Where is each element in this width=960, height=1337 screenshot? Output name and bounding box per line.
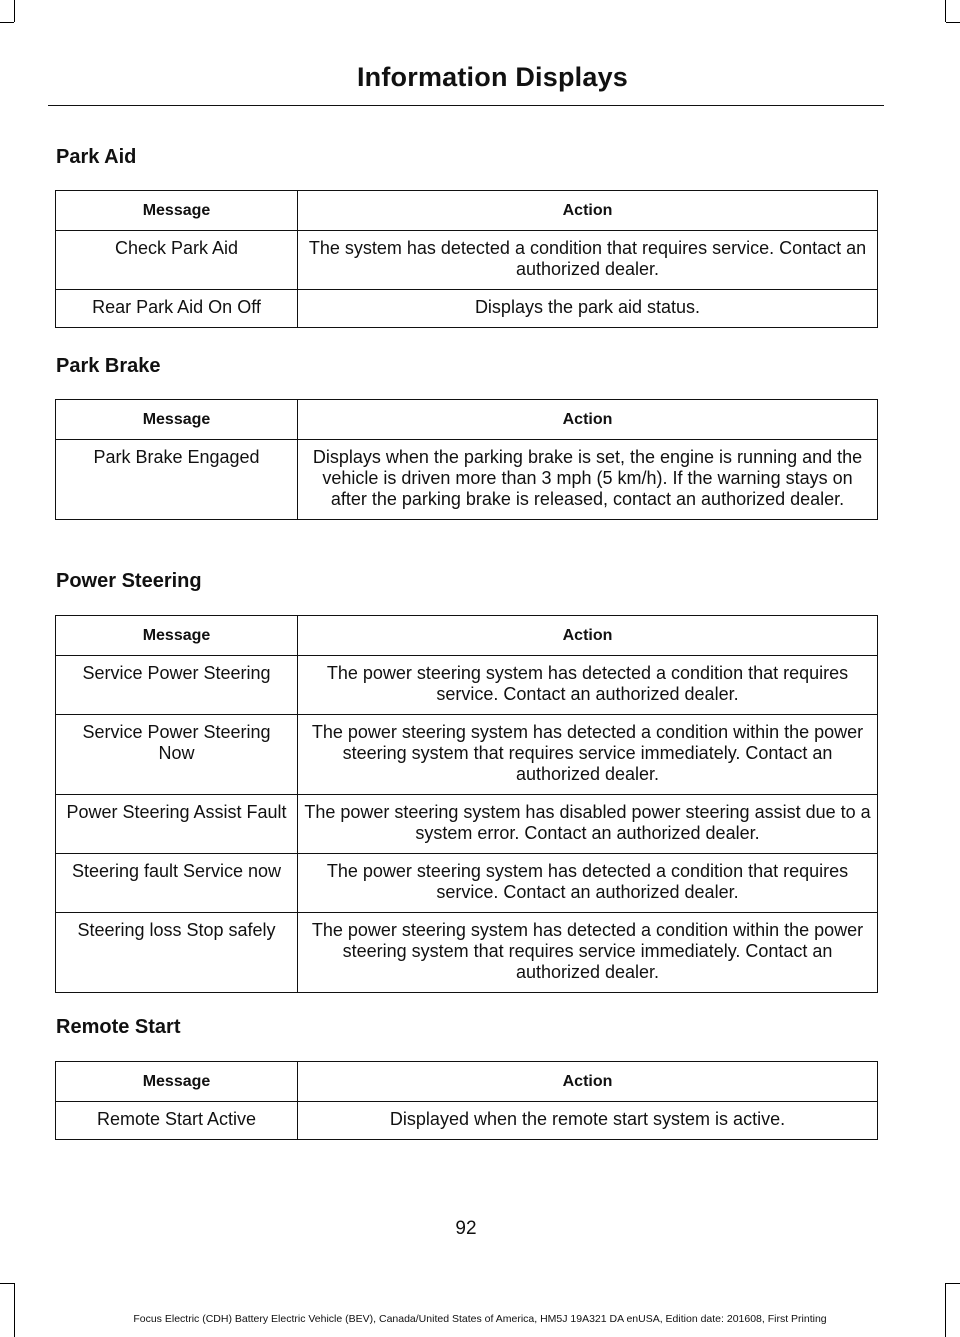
message-cell: Check Park Aid bbox=[56, 231, 298, 290]
column-header-message: Message bbox=[56, 616, 298, 656]
action-cell: The power steering system has detected a condition within the power steering system that requires service immediately. Contact an authorized dealer. bbox=[298, 913, 878, 993]
page-title: Information Displays bbox=[356, 62, 628, 92]
action-cell: The power steering system has detected a condition that requires service. Contact an authorized dealer. bbox=[298, 656, 878, 715]
column-header-message: Message bbox=[56, 1062, 298, 1102]
section-heading-park-brake: Park Brake bbox=[56, 355, 161, 377]
table-row bbox=[56, 1102, 878, 1140]
table-row bbox=[56, 715, 878, 795]
crop-mark-top-right-h bbox=[946, 22, 960, 23]
action-cell: The power steering system has detected a condition that requires service. Contact an authorized dealer. bbox=[298, 854, 878, 913]
table-row bbox=[56, 290, 878, 328]
park-aid-table bbox=[55, 190, 878, 328]
table-row bbox=[56, 656, 878, 715]
table-header-row bbox=[56, 191, 878, 231]
crop-mark-top-left-v bbox=[14, 0, 15, 22]
action-cell: The power steering system has disabled power steering assist due to a system error. Contact an authorized dealer. bbox=[298, 795, 878, 854]
crop-mark-bottom-right-v bbox=[945, 1283, 946, 1337]
message-cell: Steering loss Stop safely bbox=[56, 913, 298, 993]
table-row bbox=[56, 913, 878, 993]
action-cell: Displays the park aid status. bbox=[298, 290, 878, 328]
message-cell: Service Power Steering Now bbox=[56, 715, 298, 795]
header-rule bbox=[48, 105, 884, 106]
message-cell: Power Steering Assist Fault bbox=[56, 795, 298, 854]
message-cell: Park Brake Engaged bbox=[56, 440, 298, 520]
action-cell: The power steering system has detected a condition within the power steering system that requires service immediately. Contact an authorized dealer. bbox=[298, 715, 878, 795]
column-header-action: Action bbox=[298, 1062, 878, 1102]
crop-mark-bottom-left-v bbox=[14, 1283, 15, 1337]
message-cell: Rear Park Aid On Off bbox=[56, 290, 298, 328]
table-row bbox=[56, 231, 878, 290]
crop-mark-top-right-v bbox=[945, 0, 946, 22]
message-cell: Steering fault Service now bbox=[56, 854, 298, 913]
page-footer: Focus Electric (CDH) Battery Electric Vehicle (BEV), Canada/United States of America, HM5J 19A321 DA enUSA, Edition date: 201608, First Printing bbox=[133, 1313, 827, 1325]
section-heading-park-aid: Park Aid bbox=[56, 146, 137, 168]
remote-start-table bbox=[55, 1061, 878, 1140]
column-header-message: Message bbox=[56, 400, 298, 440]
table-row bbox=[56, 440, 878, 520]
message-cell: Remote Start Active bbox=[56, 1102, 298, 1140]
action-cell: The system has detected a condition that requires service. Contact an authorized dealer. bbox=[298, 231, 878, 290]
crop-mark-top-left-h bbox=[0, 22, 14, 23]
table-header-row bbox=[56, 616, 878, 656]
message-cell: Service Power Steering bbox=[56, 656, 298, 715]
table-header-row bbox=[56, 1062, 878, 1102]
power-steering-table bbox=[55, 615, 878, 993]
action-cell: Displays when the parking brake is set, the engine is running and the vehicle is driven more than 3 mph (5 km/h). If the warning stays on after the parking brake is released, contact an authorized dealer. bbox=[298, 440, 878, 520]
park-brake-table bbox=[55, 399, 878, 520]
section-heading-remote-start: Remote Start bbox=[56, 1016, 181, 1038]
crop-mark-bottom-right-h bbox=[946, 1283, 960, 1284]
column-header-action: Action bbox=[298, 191, 878, 231]
table-header-row bbox=[56, 400, 878, 440]
page-number: 92 bbox=[455, 1218, 477, 1239]
crop-mark-bottom-left-h bbox=[0, 1283, 14, 1284]
section-heading-power-steering: Power Steering bbox=[56, 570, 202, 592]
column-header-action: Action bbox=[298, 400, 878, 440]
table-row bbox=[56, 795, 878, 854]
column-header-action: Action bbox=[298, 616, 878, 656]
table-row bbox=[56, 854, 878, 913]
action-cell: Displayed when the remote start system is active. bbox=[298, 1102, 878, 1140]
column-header-message: Message bbox=[56, 191, 298, 231]
